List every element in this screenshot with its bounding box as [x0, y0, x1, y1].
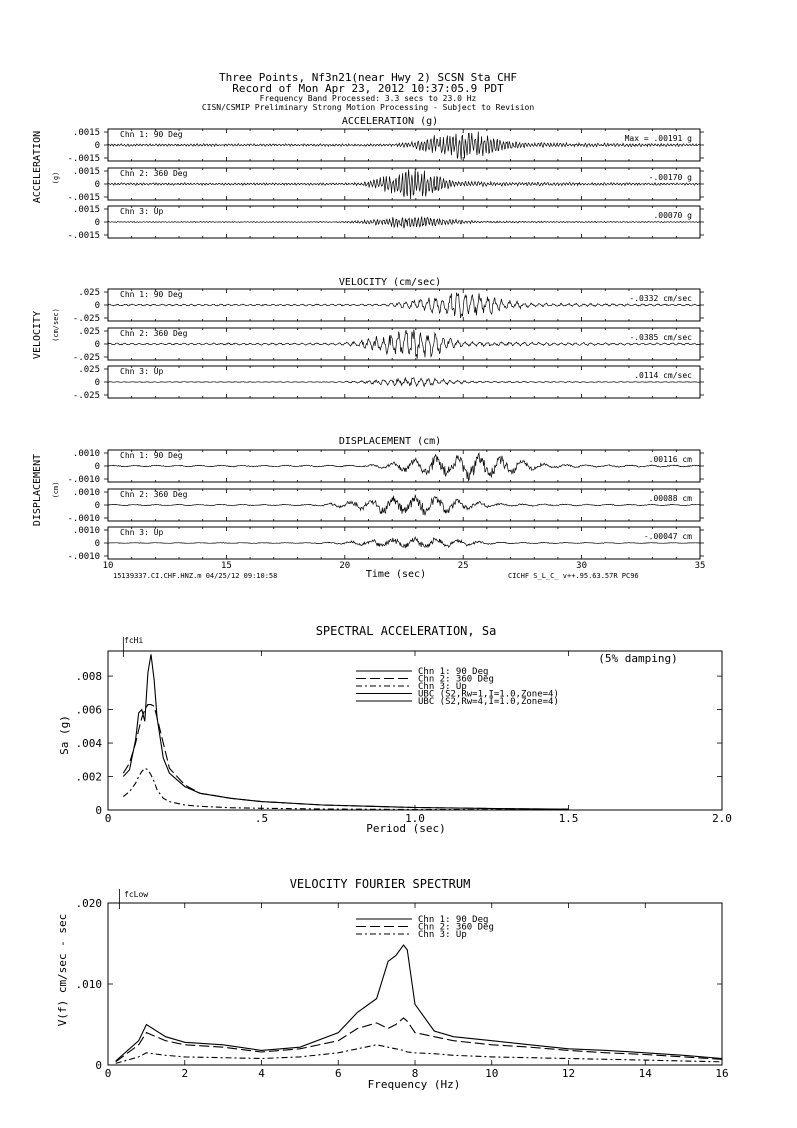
y-tick-label: 0 [94, 462, 100, 472]
spectral-acceleration-series-1 [123, 654, 568, 809]
y-tick-label: 0 [95, 1059, 102, 1072]
velocity-trace [108, 378, 700, 387]
acceleration-trace [108, 169, 700, 199]
x-tick-label: 1.0 [405, 812, 425, 825]
channel-name: Chn 3: Up [120, 528, 164, 537]
x-tick-label: 0 [104, 1067, 112, 1080]
y-tick-label: -.0010 [67, 552, 100, 562]
legend-entry: Chn 1: 90 Deg [418, 915, 489, 925]
sa-damping-note: (5% damping) [598, 652, 678, 665]
channel-peak-label: .00070 g [653, 211, 692, 220]
channel-name: Chn 3: Up [120, 367, 164, 376]
y-tick-label: -.025 [72, 353, 100, 363]
channel-peak-label: Max = .00191 g [624, 134, 692, 143]
velocity-fourier-chart [56, 877, 729, 1091]
velocity-channel-3 [73, 365, 704, 401]
legend-entry: Chn 3: Up [418, 930, 467, 940]
x-tick-label: 16 [715, 1067, 729, 1080]
x-tick-label: 10 [485, 1067, 499, 1080]
legend-entry: Chn 2: 360 Deg [418, 922, 494, 933]
y-tick-label: .025 [78, 365, 100, 375]
y-tick-label: -.025 [72, 314, 100, 324]
x-tick-label: 14 [638, 1067, 652, 1080]
y-tick-label: .002 [75, 770, 102, 784]
y-tick-label: .025 [78, 288, 100, 298]
y-tick-label: 0 [94, 180, 100, 190]
x-tick-label: 1.5 [558, 812, 579, 825]
y-tick-label: -.0010 [67, 475, 100, 485]
y-tick-label: .008 [75, 670, 102, 684]
y-tick-label: 0 [94, 539, 100, 549]
acceleration-yunit: (g) [52, 171, 60, 185]
sa-ylabel: Sa (g) [58, 715, 71, 755]
y-tick-label: 0 [94, 378, 100, 388]
y-tick-label: .0015 [72, 167, 100, 177]
vf-title: VELOCITY FOURIER SPECTRUM [289, 877, 471, 891]
displacement-title: DISPLACEMENT (cm) [338, 436, 442, 447]
y-tick-label: .0010 [72, 449, 100, 459]
channel-name: Chn 1: 90 Deg [120, 451, 183, 460]
header-line-3: Frequency Band Processed: 3.3 secs to 23.0 Hz [259, 94, 477, 103]
y-tick-label: .0015 [72, 205, 100, 215]
x-tick-label: 8 [411, 1067, 419, 1080]
velocity-yunit: (cm/sec) [52, 308, 60, 342]
acceleration-channel-2 [67, 167, 704, 203]
y-tick-label: 0 [94, 501, 100, 511]
acceleration-title: ACCELERATION (g) [341, 116, 439, 127]
vf-ylabel: V(f) cm/sec - sec [56, 913, 69, 1027]
channel-name: Chn 3: Up [120, 207, 164, 216]
acceleration-channel-1 [67, 128, 704, 164]
acceleration-trace [108, 217, 700, 229]
footer-left: 15139337.CI.CHF.HNZ.m 04/25/12 09:10:58 [113, 572, 278, 580]
acceleration-ylabel: ACCELERATION [32, 130, 43, 204]
legend-entry: Chn 1: 90 Deg [418, 667, 489, 677]
sa-title: SPECTRAL ACCELERATION, Sa [315, 624, 497, 638]
spectral-acceleration-frame [108, 651, 722, 810]
displacement-yunit: (cm) [52, 481, 60, 499]
velocity-title: VELOCITY (cm/sec) [338, 277, 442, 288]
y-tick-label: 0 [94, 218, 100, 228]
displacement-channel-3 [67, 526, 704, 562]
legend-entry: UBC (S2,Rw=4,I=1.0,Zone=4) [418, 697, 559, 707]
acceleration-trace [108, 132, 700, 160]
y-tick-label: 0 [95, 804, 102, 817]
displacement-channel-2 [67, 488, 704, 524]
time-tick-label: 10 [102, 561, 114, 571]
channel-peak-label: .0114 cm/sec [634, 371, 692, 380]
y-tick-label: .025 [78, 327, 100, 337]
acceleration-channel-3 [67, 205, 704, 241]
channel-name: Chn 2: 360 Deg [120, 169, 188, 178]
y-tick-label: 0 [94, 141, 100, 151]
legend-entry: Chn 2: 360 Deg [418, 674, 494, 685]
y-tick-label: .020 [75, 897, 102, 910]
time-axis-label: Time (sec) [365, 569, 427, 580]
velocity-trace [108, 293, 700, 319]
velocity-ylabel: VELOCITY [32, 310, 43, 360]
displacement-channel-1 [67, 449, 704, 485]
footer-right: CICHF S_L_C_ v++.95.63.57R PC96 [508, 572, 639, 580]
y-tick-label: .0010 [72, 526, 100, 536]
x-tick-label: 2 [181, 1067, 189, 1080]
y-tick-label: -.0015 [67, 231, 100, 241]
y-tick-label: .0015 [72, 128, 100, 138]
y-tick-label: .006 [75, 703, 102, 717]
displacement-trace [108, 495, 700, 516]
channel-peak-label: -.0385 cm/sec [629, 333, 692, 342]
time-tick-label: 20 [339, 561, 351, 571]
displacement-trace [108, 537, 700, 548]
channel-peak-label: -.00047 cm [643, 532, 692, 541]
spectral-acceleration-chart [58, 624, 732, 835]
sa-marker-label: fcHi [124, 636, 144, 645]
channel-peak-label: .00116 cm [648, 455, 692, 464]
y-tick-label: -.025 [72, 391, 100, 401]
channel-peak-label: .00088 cm [648, 494, 692, 503]
displacement-channel-frame [108, 489, 700, 521]
channel-peak-label: -.00170 g [648, 173, 692, 182]
header-line-4: CISN/CSMIP Preliminary Strong Motion Processing - Subject to Revision [201, 103, 535, 112]
velocity-fourier-spectrum-series-2 [116, 1018, 722, 1062]
y-tick-label: 0 [94, 301, 100, 311]
x-tick-label: 6 [334, 1067, 342, 1080]
spectral-acceleration-series-2 [123, 705, 568, 810]
time-tick-label: 30 [576, 561, 588, 571]
channel-name: Chn 2: 360 Deg [120, 490, 188, 499]
velocity-fourier-spectrum-series-1 [116, 945, 722, 1061]
y-tick-label: -.0015 [67, 154, 100, 164]
legend-entry: UBC (S2,Rw=1,I=1.0,Zone=4) [418, 689, 559, 700]
header-line-1: Three Points, Nf3n21(near Hwy 2) SCSN Sta CHF [218, 71, 518, 84]
header-line-2: Record of Mon Apr 23, 2012 10:37:05.9 PDT [232, 82, 504, 95]
x-tick-label: .5 [254, 812, 269, 825]
channel-name: Chn 1: 90 Deg [120, 290, 183, 299]
velocity-channel-1 [73, 288, 704, 324]
channel-peak-label: -.0332 cm/sec [629, 294, 692, 303]
x-tick-label: 12 [561, 1067, 576, 1080]
x-tick-label: 4 [258, 1067, 265, 1080]
y-tick-label: -.0010 [67, 514, 100, 524]
x-tick-label: 0 [104, 812, 112, 825]
displacement-panel-group [32, 436, 705, 580]
velocity-trace [108, 330, 700, 359]
acceleration-channel-frame [108, 129, 700, 161]
y-tick-label: 0 [94, 340, 100, 350]
y-tick-label: .0010 [72, 488, 100, 498]
sa-xlabel: Period (sec) [366, 822, 446, 835]
velocity-fourier-spectrum-frame [108, 903, 722, 1065]
legend-entry: Chn 3: Up [418, 682, 467, 692]
channel-name: Chn 1: 90 Deg [120, 130, 183, 139]
y-tick-label: .010 [75, 978, 102, 991]
displacement-ylabel: DISPLACEMENT [32, 453, 43, 527]
displacement-trace [108, 453, 700, 480]
time-tick-label: 35 [694, 561, 706, 571]
y-tick-label: .004 [75, 737, 102, 751]
time-tick-label: 15 [220, 561, 232, 571]
y-tick-label: -.0015 [67, 193, 100, 203]
velocity-channel-2 [73, 327, 704, 363]
vf-marker-label: fcLow [124, 890, 149, 899]
velocity-panel-group [32, 277, 704, 401]
x-tick-label: 2.0 [712, 812, 732, 825]
channel-name: Chn 2: 360 Deg [120, 329, 188, 338]
vf-xlabel: Frequency (Hz) [367, 1078, 461, 1091]
acceleration-panel-group [32, 116, 704, 241]
time-tick-label: 25 [457, 561, 469, 571]
